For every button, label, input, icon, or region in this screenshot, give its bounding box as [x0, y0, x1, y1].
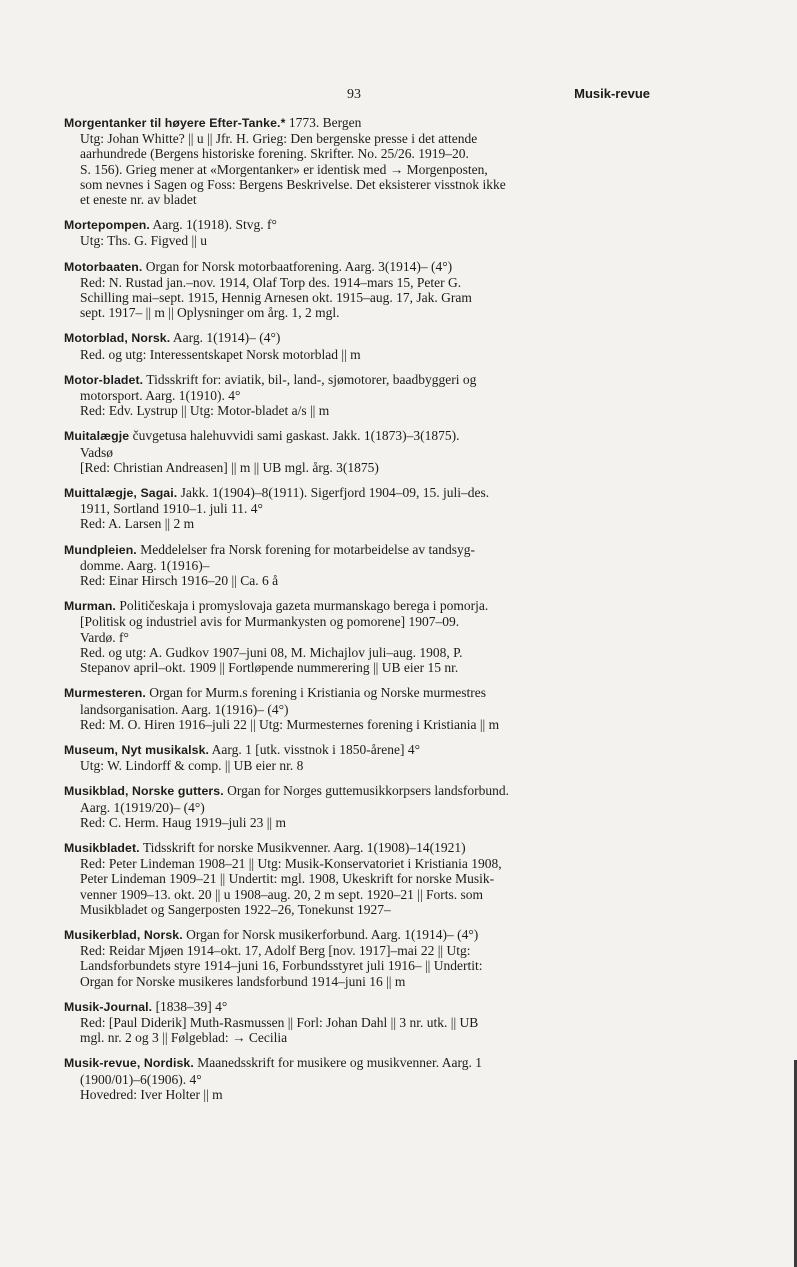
entry-text: [Politisk og industriel avis for Murmankysten og pomorene] 1907–09. — [80, 614, 460, 630]
entry-line — [64, 974, 652, 989]
entry-first-line — [64, 330, 652, 346]
entry-headword: Motorblad, Norsk. — [64, 331, 171, 346]
entry-first-line — [64, 217, 652, 233]
entry-text: mgl. nr. 2 og 3 || Følgeblad: → Cecilia — [80, 1030, 288, 1046]
entry-text: Red: C. Herm. Haug 1919–juli 23 || m — [80, 814, 287, 830]
entry-text: Političeskaja i promyslovaja gazeta murmanskago berega i pomorja. — [115, 598, 489, 614]
entry-line — [64, 815, 652, 830]
entry-line — [64, 501, 652, 516]
entry-text: motorsport. Aarg. 1(1910). 4° — [80, 388, 241, 404]
catalog-entry — [64, 783, 652, 830]
entry-first-line — [64, 598, 652, 614]
catalog-entry — [64, 1055, 652, 1102]
running-head: Musik-revue — [574, 86, 650, 101]
entry-text: S. 156). Grieg mener at «Morgentanker» er identisk med → Morgenposten, — [80, 161, 488, 177]
entry-line — [64, 958, 652, 973]
entry-line — [64, 177, 652, 192]
entry-text: Red: Einar Hirsch 1916–20 || Ca. 6 å — [80, 573, 279, 589]
entry-text: Red: A. Larsen || 2 m — [80, 516, 195, 532]
entry-text: aarhundrede (Bergens historiske forening. Skrifter. No. 25/26. 1919–20. — [80, 146, 469, 162]
entry-line — [64, 445, 652, 460]
entry-first-line — [64, 1055, 652, 1071]
entry-first-line — [64, 542, 652, 558]
entry-text: Meddelelser fra Norsk forening for motarbeidelse av tandsyg- — [136, 541, 475, 557]
entry-line — [64, 388, 652, 403]
entry-first-line — [64, 927, 652, 943]
entry-text: domme. Aarg. 1(1916)– — [80, 557, 210, 573]
entry-line — [64, 630, 652, 645]
catalog-entry — [64, 999, 652, 1046]
entry-text: Red: Edv. Lystrup || Utg: Motor-bladet a/s || m — [80, 403, 330, 419]
entry-line — [64, 800, 652, 815]
entry-text: Red: N. Rustad jan.–nov. 1914, Olaf Torp des. 1914–mars 15, Peter G. — [80, 274, 462, 290]
entry-headword: Murmesteren. — [64, 686, 146, 701]
entry-line — [64, 902, 652, 917]
entry-text: Vadsø — [80, 444, 113, 460]
entry-line — [64, 1072, 652, 1087]
entry-line — [64, 460, 652, 475]
entry-text: Utg: W. Lindorff & comp. || UB eier nr. 8 — [80, 758, 304, 774]
entry-text: et eneste nr. av bladet — [80, 192, 197, 208]
entry-text: Vardø. f° — [80, 629, 129, 645]
entry-line — [64, 645, 652, 660]
entry-text: Organ for Norsk motorbaatforening. Aarg. 3(1914)– (4°) — [142, 258, 453, 274]
entry-first-line — [64, 115, 652, 131]
catalog-entry — [64, 840, 652, 917]
entry-headword: Motorbaaten. — [64, 259, 143, 274]
entry-text: Organ for Norges guttemusikkorpsers landsforbund. — [223, 783, 509, 799]
entry-text: [1838–39] 4° — [152, 998, 228, 1014]
entry-text: Red: Reidar Mjøen 1914–okt. 17, Adolf Berg [nov. 1917]–mai 22 || Utg: — [80, 943, 471, 959]
entry-headword: Museum, Nyt musikalsk. — [64, 742, 210, 757]
entry-line — [64, 1030, 652, 1045]
entry-text: Aarg. 1(1914)– (4°) — [170, 330, 281, 346]
entries-list — [64, 115, 652, 1112]
entry-line — [64, 856, 652, 871]
catalog-entry — [64, 542, 652, 589]
entry-text: venner 1909–13. okt. 20 || u 1908–aug. 20, 2 m sept. 1920–21 || Forts. som — [80, 886, 484, 902]
entry-line — [64, 162, 652, 177]
entry-text: landsorganisation. Aarg. 1(1916)– (4°) — [80, 701, 289, 717]
entry-text: Red. og utg: Interessentskapet Norsk motorblad || m — [80, 346, 361, 362]
entry-line — [64, 275, 652, 290]
entry-headword: Mortepompen. — [64, 218, 150, 233]
entry-first-line — [64, 685, 652, 701]
entry-text: Organ for Norske musikeres landsforbund 1914–juni 16 || m — [80, 973, 406, 989]
entry-line — [64, 403, 652, 418]
page-number: 93 — [347, 87, 361, 102]
catalog-entry — [64, 428, 652, 475]
entry-first-line — [64, 259, 652, 275]
entry-first-line — [64, 840, 652, 856]
entry-line — [64, 1087, 652, 1102]
entry-first-line — [64, 485, 652, 501]
entry-text: Landsforbundets styre 1914–juni 16, Forbundsstyret juli 1916– || Undertit: — [80, 958, 483, 974]
entry-text: Utg: Ths. G. Figved || u — [80, 233, 208, 249]
catalog-entry — [64, 742, 652, 773]
entry-text: čuvgetusa halehuvvidi sami gaskast. Jakk. 1(1873)–3(1875). — [129, 428, 460, 444]
entry-text: [Red: Christian Andreasen] || m || UB mgl. årg. 3(1875) — [80, 459, 379, 475]
catalog-entry — [64, 485, 652, 532]
entry-text: Red: [Paul Diderik] Muth-Rasmussen || Forl: Johan Dahl || 3 nr. utk. || UB — [80, 1014, 479, 1030]
entry-line — [64, 146, 652, 161]
entry-line — [64, 305, 652, 320]
entry-headword: Musikblad, Norske gutters. — [64, 784, 224, 799]
entry-line — [64, 717, 652, 732]
entry-line — [64, 516, 652, 531]
entry-text: Hovedred: Iver Holter || m — [80, 1086, 223, 1102]
entry-headword: Musik-revue, Nordisk. — [64, 1056, 194, 1071]
catalog-entry — [64, 330, 652, 361]
entry-text: Organ for Murm.s forening i Kristiania og Norske murmestres — [145, 685, 487, 701]
catalog-entry — [64, 259, 652, 321]
entry-headword: Muittalægje, Sagai. — [64, 486, 178, 501]
entry-line — [64, 660, 652, 675]
catalog-entry — [64, 115, 652, 207]
entry-line — [64, 131, 652, 146]
entry-line — [64, 887, 652, 902]
entry-text: Schilling mai–sept. 1915, Hennig Arnesen okt. 1915–aug. 17, Jak. Gram — [80, 290, 472, 306]
entry-first-line — [64, 428, 652, 444]
entry-first-line — [64, 372, 652, 388]
entry-line — [64, 614, 652, 629]
entry-first-line — [64, 742, 652, 758]
entry-first-line — [64, 999, 652, 1015]
entry-text: 1773. Bergen — [285, 115, 362, 130]
catalog-entry — [64, 685, 652, 732]
entry-text: Organ for Norsk musikerforbund. Aarg. 1(1914)– (4°) — [182, 926, 479, 942]
entry-line — [64, 758, 652, 773]
entry-headword: Motor-bladet. — [64, 372, 144, 387]
catalog-entry — [64, 598, 652, 675]
entry-text: Tidsskrift for norske Musikvenner. Aarg. 1(1908)–14(1921) — [139, 839, 466, 855]
entry-text: (1900/01)–6(1906). 4° — [80, 1071, 202, 1087]
entry-text: sept. 1917– || m || Oplysninger om årg. 1, 2 mgl. — [80, 305, 340, 321]
entry-text: Aarg. 1 [utk. visstnok i 1850-årene] 4° — [209, 741, 421, 757]
entry-line — [64, 347, 652, 362]
catalog-entry — [64, 217, 652, 248]
entry-text: Musikbladet og Sangerposten 1922–26, Tonekunst 1927– — [80, 901, 391, 917]
entry-headword: Musikbladet. — [64, 840, 140, 855]
entry-line — [64, 573, 652, 588]
entry-line — [64, 558, 652, 573]
entry-first-line — [64, 783, 652, 799]
entry-text: Red: Peter Lindeman 1908–21 || Utg: Musik-Konservatoriet i Kristiania 1908, — [80, 856, 502, 872]
entry-line — [64, 290, 652, 305]
entry-headword: Muitalægje — [64, 429, 130, 444]
entry-text: som nevnes i Sagen og Foss: Bergens Beskrivelse. Det eksisterer visstnok ikke — [80, 176, 506, 192]
entry-text: Utg: Johan Whitte? || u || Jfr. H. Grieg: Den bergenske presse i det attende — [80, 131, 478, 147]
catalog-entry — [64, 372, 652, 419]
entry-text: Red: M. O. Hiren 1916–juli 22 || Utg: Murmesternes forening i Kristiania || m — [80, 716, 500, 732]
entry-text: Peter Lindeman 1909–21 || Undertit: mgl. 1908, Ukeskrift for norske Musik- — [80, 871, 495, 887]
entry-text: Red. og utg: A. Gudkov 1907–juni 08, M. Michajlov juli–aug. 1908, P. — [80, 644, 463, 660]
entry-text: Stepanov april–okt. 1909 || Fortløpende nummerering || UB eier 15 nr. — [80, 660, 459, 676]
entry-text: Jakk. 1(1904)–8(1911). Sigerfjord 1904–09, 15. juli–des. — [177, 485, 490, 501]
entry-line — [64, 702, 652, 717]
entry-text: Tidsskrift for: aviatik, bil-, land-, sjømotorer, baadbyggeri og — [143, 371, 477, 387]
entry-headword: Murman. — [64, 599, 116, 614]
entry-line — [64, 233, 652, 248]
entry-text: 1911, Sortland 1910–1. juli 11. 4° — [80, 501, 263, 517]
entry-line — [64, 871, 652, 886]
entry-line — [64, 1015, 652, 1030]
entry-headword: Mundpleien. — [64, 542, 137, 557]
entry-headword: Morgentanker til høyere Efter-Tanke.* — [64, 116, 286, 130]
entry-text: Aarg. 1(1919/20)– (4°) — [80, 799, 205, 815]
catalog-entry — [64, 927, 652, 989]
entry-line — [64, 192, 652, 207]
entry-text: Maanedsskrift for musikere og musikvenner. Aarg. 1 — [193, 1055, 482, 1071]
entry-text: Aarg. 1(1918). Stvg. f° — [149, 217, 277, 233]
entry-line — [64, 943, 652, 958]
entry-headword: Musikerblad, Norsk. — [64, 927, 183, 942]
entry-headword: Musik-Journal. — [64, 999, 153, 1014]
